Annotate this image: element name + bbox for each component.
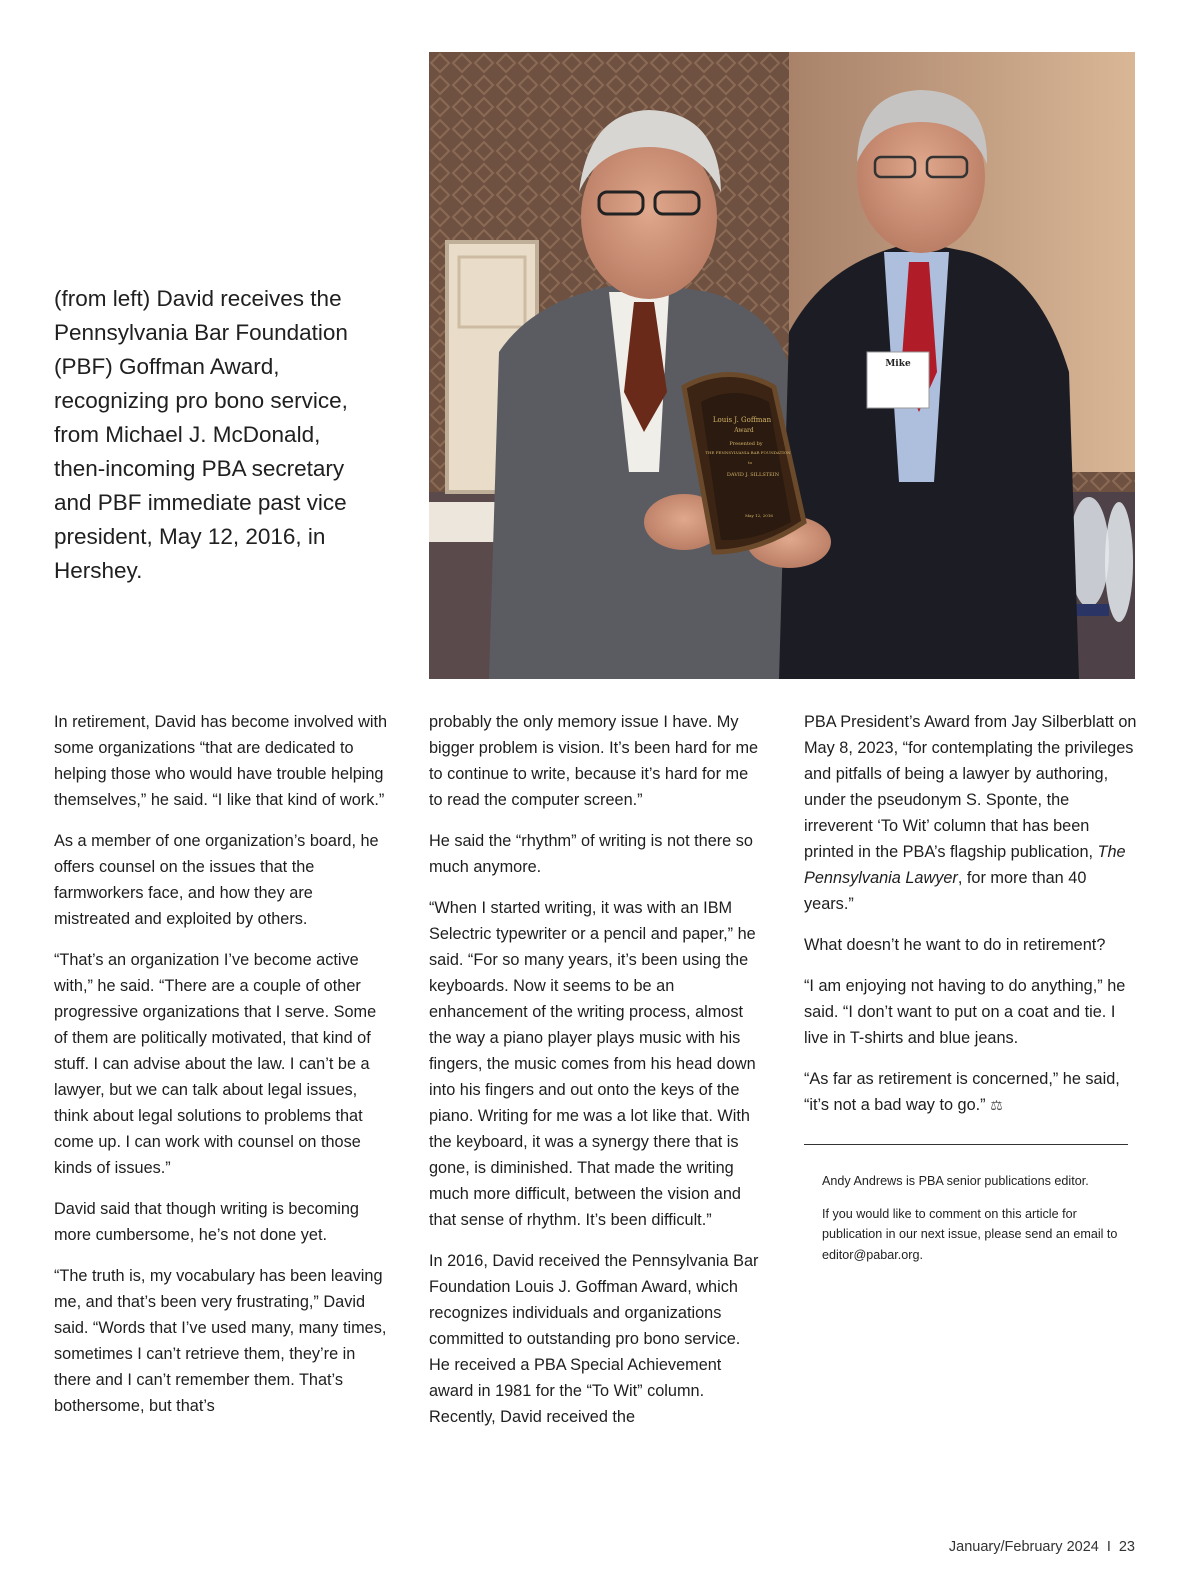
divider xyxy=(804,1144,1128,1145)
page-footer xyxy=(949,1539,1135,1555)
name-tag-text: Mike xyxy=(885,359,911,369)
separator: I xyxy=(1106,1539,1111,1555)
bio-line: If you would like to comment on this article for publication in our next issue, please send an email to editor@pabar.org. xyxy=(822,1206,1118,1262)
author-bio xyxy=(804,1171,1138,1265)
end-mark-icon: ⚖ xyxy=(990,1097,1003,1113)
plaque-line: Award xyxy=(734,427,754,434)
article-column-1 xyxy=(54,709,388,1434)
paragraph-text: PBA President’s Award from Jay Silberblatt on May 8, 2023, “for contemplating the privileges and pitfalls of being a lawyer by authoring, under the pseudonym S. Sponte, the irreverent ‘To Wit’ column that has been printed in the PBA’s flagship publication, xyxy=(804,713,1137,861)
plaque-line: May 12, 2016 xyxy=(745,513,773,518)
paragraph xyxy=(804,709,1138,917)
plaque-line: Presented by xyxy=(729,441,763,447)
paragraph-text: “As far as retirement is concerned,” he said, “it’s not a bad way to go.” xyxy=(804,1070,1120,1114)
publication-title: The Pennsylvania Lawyer xyxy=(804,843,1126,887)
paragraph: In retirement, David has become involved with some organizations “that are dedicated to helping those who would have trouble helping themselves,” he said. “I like that kind of work.” xyxy=(54,713,388,809)
award-photo xyxy=(429,52,1135,679)
bio-line: Andy Andrews is PBA senior publications editor. xyxy=(822,1174,1089,1188)
plaque-line: THE PENNSYLVANIA BAR FOUNDATION xyxy=(705,450,791,455)
page-number: 23 xyxy=(1118,1539,1135,1555)
plaque-line: to xyxy=(747,460,753,465)
paragraph: In 2016, David received the Pennsylvania Bar Foundation Louis J. Goffman Award, which recognizes individuals and organizations committed to outstanding pro bono service. He received a PBA Special Achievement award in 1981 for the “To Wit” column. Recently, David received the xyxy=(429,1252,759,1426)
paragraph-text: , for more than 40 years.” xyxy=(804,869,1087,913)
paragraph: “That’s an organization I’ve become active with,” he said. “There are a couple of other progressive organizations that I serve. Some of them are politically motivated, that kind of stuff. I can advise about the law. I can’t be a lawyer, but we can talk about legal issues, think about legal solutions to problems that come up. I can work with counsel on those kinds of issues.” xyxy=(54,951,377,1177)
paragraph: “The truth is, my vocabulary has been leaving me, and that’s been very frustrating,” David said. “Words that I’ve used many, many times, sometimes I can’t retrieve them, they’re in there and I can’t remember them. That’s bothersome, but that’s xyxy=(54,1267,387,1415)
plaque-line: Louis J. Goffman xyxy=(712,416,772,424)
paragraph: “When I started writing, it was with an IBM Selectric typewriter or a pencil and paper,” he said. “For so many years, it’s been using the keyboards. Now it seems to be an enhancement of the writing process, almost the way a piano player plays music with his fingers, the music comes from his head down into his fingers and out onto the keys of the piano. Writing for me was a lot like that. With the keyboard, it was a synergy there that is gone, is diminished. That made the writing much more difficult, between the vision and that sense of rhythm. It’s been difficult.” xyxy=(429,899,756,1229)
issue-date: January/February 2024 xyxy=(948,1539,1099,1555)
paragraph: He said the “rhythm” of writing is not there so much anymore. xyxy=(429,832,753,876)
paragraph: As a member of one organization’s board, he offers counsel on the issues that the farmworkers face, and how they are mistreated and exploited by others. xyxy=(54,832,379,928)
article-column-2 xyxy=(429,709,763,1445)
paragraph: “I am enjoying not having to do anything,” he said. “I don’t want to put on a coat and tie. I live in T-shirts and blue jeans. xyxy=(804,977,1126,1047)
article-column-3 xyxy=(804,709,1138,1277)
paragraph: What doesn’t he want to do in retirement? xyxy=(804,936,1106,954)
paragraph: David said that though writing is becoming more cumbersome, he’s not done yet. xyxy=(54,1200,359,1244)
plaque-line: DAVID J. SILLSTEIN xyxy=(726,472,780,478)
paragraph: probably the only memory issue I have. My bigger problem is vision. It’s been hard for me to continue to write, because it’s hard for me to read the computer screen.” xyxy=(429,713,759,809)
paragraph xyxy=(804,1066,1138,1118)
photo-caption: (from left) David receives the Pennsylvania Bar Foundation (PBF) Goffman Award, recognizing pro bono service, from Michael J. McDonald, then-incoming PBA secretary and PBF immediate past vice president, May 12, 2016, in Hershey. xyxy=(54,286,348,583)
